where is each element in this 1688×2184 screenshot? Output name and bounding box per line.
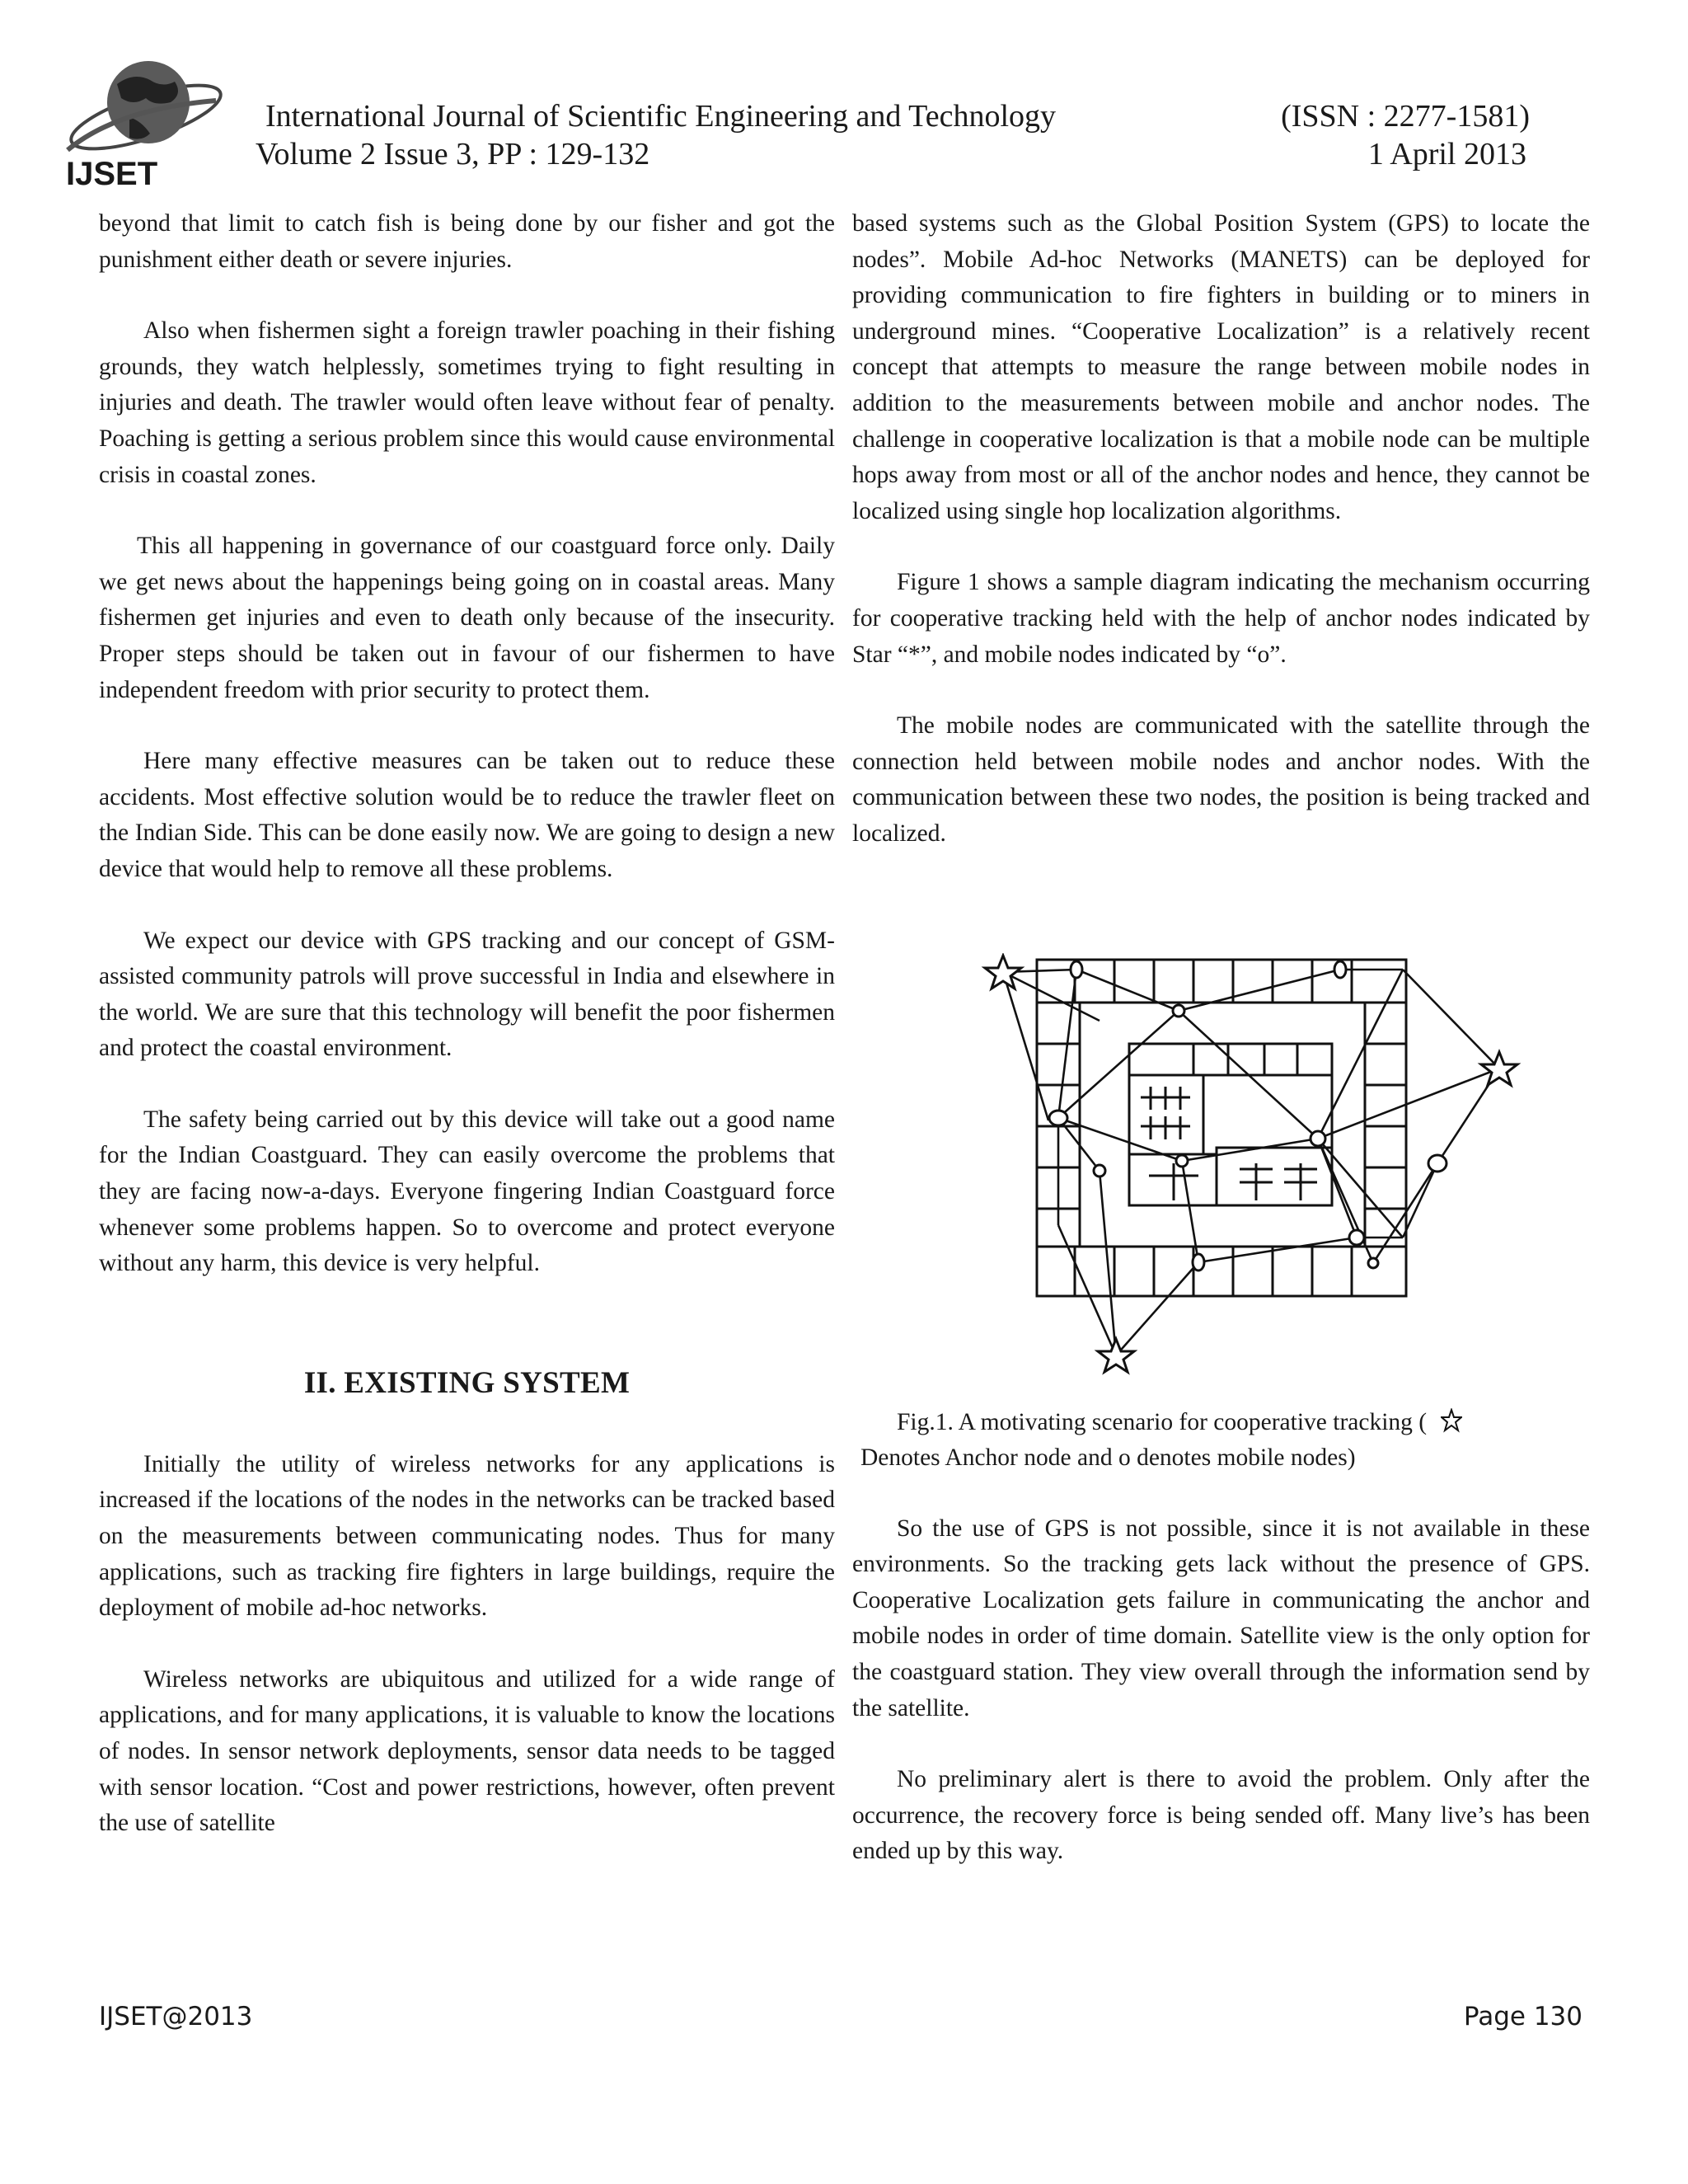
figure-caption-line1: Fig.1. A motivating scenario for cooperative tracking ( [897,1408,1428,1435]
journal-issn: (ISSN : 2277-1581) [1281,99,1530,134]
paragraph: based systems such as the Global Position System (GPS) to locate the nodes”. Mobile Ad-hoc Networks (MANETS) can be deployed for providing communication to fire fighters in building or to miners in underground mines. “Cooperative Localization” is a relatively recent concept that attempts to measure the range between mobile nodes in addition to the measurements between mobile and anchor nodes. The challenge in cooperative localization is that a mobile node can be multiple hops away from most or all of the anchor nodes and hence, they cannot be localized using single hop localization algorithms. [852,210,1590,524]
mobile-node [1071,961,1082,978]
mobile-node [1349,1230,1364,1245]
paragraph: We expect our device with GPS tracking and our concept of GSM-assisted community patrols will prove successful in India and elsewhere in the world. We are sure that this technology will benefit the poor fishermen and protect the coastal environment. [99,927,835,1062]
paragraph: Also when fishermen sight a foreign trawler poaching in their fishing grounds, they watch helplessly, sometimes trying to fight resulting in injuries and death. The trawler would often leave without fear of penalty. Poaching is getting a serious problem since this would cause environmental crisis in coastal zones. [99,317,836,488]
connection-lines [1003,970,1499,1355]
mobile-node [1094,1165,1105,1177]
paragraph: Figure 1 shows a sample diagram indicating the mechanism occurring for cooperative tracking held with the help of anchor nodes indicated by Star “*”, and mobile nodes indicated by “o”. [852,569,1590,668]
journal-volume: Volume 2 Issue 3, PP : 129-132 [256,137,650,171]
mobile-node [1173,1005,1184,1017]
journal-title: International Journal of Scientific Engineering and Technology [265,99,1057,134]
paragraph: The mobile nodes are communicated with the satellite through the connection held between mobile nodes and anchor nodes. With the communication between these two nodes, the position is being tracked and localized. [852,712,1590,847]
mobile-nodes [1049,961,1447,1270]
paragraph: beyond that limit to catch fish is being done by our fisher and got the punishment either death or severe injuries. [99,210,835,273]
star-icon [1441,1408,1462,1433]
logo-text: IJSET [66,156,158,191]
paragraph: This all happening in governance of our coastguard force only. Daily we get news about the happenings being going on in coastal areas. Many fishermen get injuries and even to death only because of the insecurity. Proper steps should be taken out in favour of our fishermen to have independent freedom with prior security to protect them. [99,533,835,703]
footer-page-number: Page 130 [1463,2002,1582,2031]
mobile-node [1176,1155,1188,1167]
figure-caption [852,1405,1590,1441]
mobile-node [1049,1111,1067,1125]
paragraph: Initially the utility of wireless networks for any applications is increased if the locations of the nodes in the networks can be tracked based on the measurements between communicating nodes. Thus for many applications, such as tracking fire fighters in large buildings, require the deployment of mobile ad-hoc networks. [99,1450,835,1622]
paragraph: So the use of GPS is not possible, since it is not available in these environments. So the tracking gets lack without the presence of GPS. Cooperative Localization gets failure in communicating the anchor and mobile nodes in order of time domain. Satellite view is the only option for the coastguard station. They view overall through the information send by the satellite. [852,1515,1590,1721]
left-column [99,206,835,1842]
ijset-logo [59,51,224,191]
page-header [0,0,1688,198]
figure-cooperative-tracking [852,953,1590,1398]
mobile-node [1334,961,1346,978]
right-column [852,206,1590,1870]
paragraph: The safety being carried out by this device will take out a good name for the Indian Coastguard. They can easily overcome the problems that they are facing now-a-days. Everyone fingering Indian Coastguard force whenever some problems happen. So to overcome and protect everyone without any harm, this device is very helpful. [99,1106,835,1277]
mobile-node [1368,1258,1378,1268]
mobile-node [1311,1131,1325,1146]
mobile-node [1193,1254,1204,1270]
journal-date: 1 April 2013 [1367,137,1526,171]
footer-copyright: IJSET@2013 [99,2002,253,2031]
anchor-node-star [985,956,1021,989]
section-heading: II. EXISTING SYSTEM [303,1365,631,1400]
figure-caption-line2: Denotes Anchor node and o denotes mobile nodes) [860,1444,1356,1472]
paragraph: No preliminary alert is there to avoid the problem. Only after the occurrence, the recovery force is being sended off. Many live’s has been ended up by this way. [852,1766,1590,1865]
paragraph: Here many effective measures can be taken out to reduce these accidents. Most effective solution would be to reduce the trawler fleet on the Indian Side. This can be done easily now. We are going to design a new device that would help to remove all these problems. [99,748,835,882]
anchor-node-star [1098,1339,1134,1372]
network-diagram [852,953,1590,1398]
mobile-node [1428,1155,1447,1172]
paragraph: Wireless networks are ubiquitous and utilized for a wide range of applications, and for many applications, it is valuable to know the locations of nodes. In sensor network deployments, sensor data needs to be tagged with sensor location. “Cost and power restrictions, however, often prevent the use of satellite [99,1665,835,1837]
